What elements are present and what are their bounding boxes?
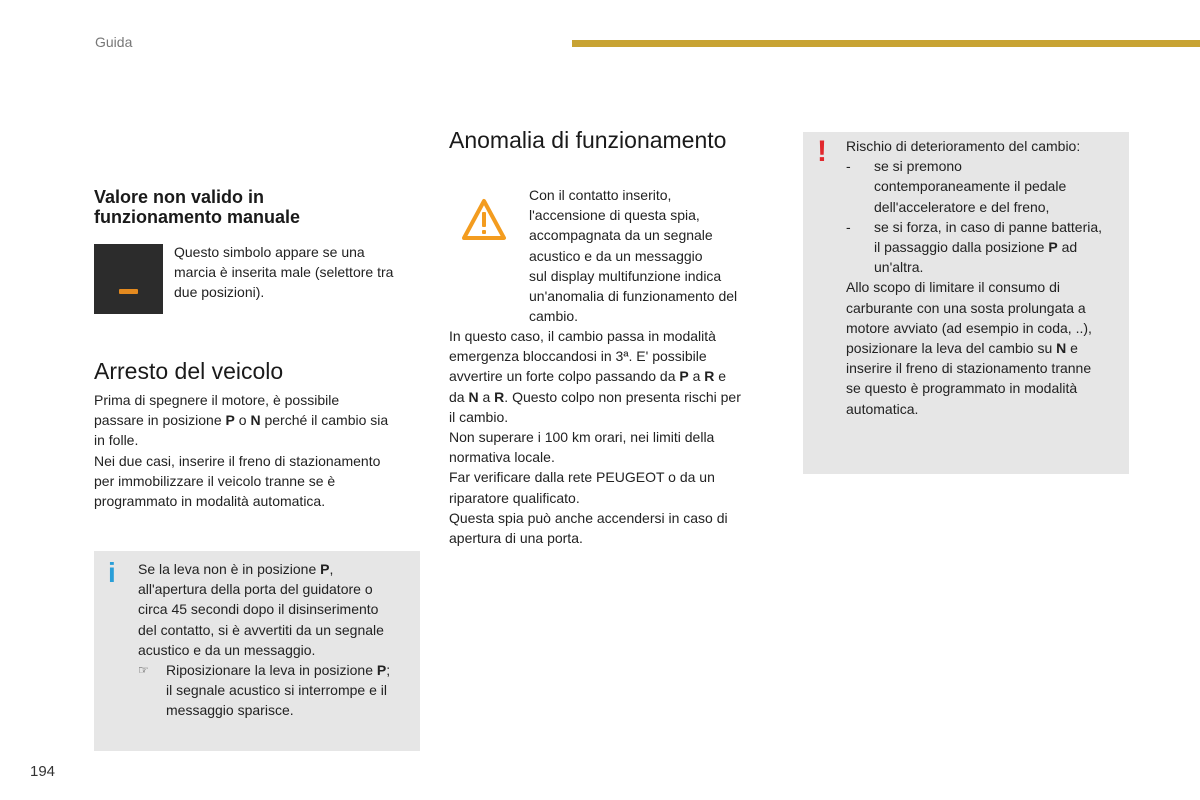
section-title-vehicle-stop: Arresto del veicolo bbox=[94, 358, 284, 384]
line: posizionare la leva del cambio su N e bbox=[846, 340, 1078, 357]
info-bullet: ☞ Riposizionare la leva in posizione P; il segnale acustico si interrompe e il messaggio sparisce. bbox=[138, 660, 413, 721]
gear-indicator-dash-icon bbox=[94, 244, 163, 314]
warning-box-text: Rischio di deterioramento del cambio: - se si premono contemporaneamente il pedale dell'acceleratore e del freno, - se si forza, in caso di panne batteria, il passaggio dalla posizione P ad un'altra. Allo scopo di limitare il consumo di carburante con una sosta prolungata a motore avviato (ad esempio in coda, ..), posizionare la leva del cambio su N e inserire il freno di stazionamento tranne se questo è programmato in modalità automatica. bbox=[846, 136, 1126, 419]
info-icon: i bbox=[108, 557, 116, 588]
page-number: 194 bbox=[30, 763, 56, 780]
info-box-text: Se la leva non è in posizione P, all'apertura della porta del guidatore o circa 45 secondi dopo il disinserimento del contatto, si è avvertiti da un segnale acustico e da un messaggio. ☞ Riposizionare la leva in posizione P; il segnale acustico si interrompe e il messaggio sparisce. bbox=[138, 559, 413, 721]
running-header: Guida bbox=[95, 34, 133, 50]
line: passare in posizione P o N perché il cambio sia bbox=[94, 412, 389, 429]
section-title-invalid-value: Valore non valido in funzionamento manuale bbox=[94, 187, 301, 227]
line: da N a R. Questo colpo non presenta rischi per bbox=[449, 388, 741, 405]
indicator-dash bbox=[119, 289, 138, 294]
line: Se la leva non è in posizione P, bbox=[138, 561, 334, 577]
warning-triangle-icon bbox=[460, 197, 508, 243]
vehicle-stop-text: Prima di spegnere il motore, è possibile passare in posizione P o N perché il cambio sia in folle. Nei due casi, inserire il freno di stazionamento per immobilizzare il veicolo tranne se è programmato in modalità automatica. bbox=[94, 390, 429, 511]
warning-box bbox=[803, 132, 1129, 474]
info-box bbox=[94, 551, 420, 751]
warning-list-item: - se si forza, in caso di panne batteria, il passaggio dalla posizione P ad un'altra. bbox=[846, 217, 1126, 278]
header-accent-bar bbox=[572, 40, 1200, 47]
line: il passaggio dalla posizione P ad bbox=[874, 239, 1078, 256]
alert-exclamation-icon: ! bbox=[817, 135, 827, 168]
invalid-value-text: Questo simbolo appare se una marcia è inserita male (selettore tra due posizioni). bbox=[174, 244, 394, 301]
malfunction-text: In questo caso, il cambio passa in modalità emergenza bloccandosi in 3ª. E' possibile avvertire un forte colpo passando da P a R e da N a R. Questo colpo non presenta rischi per il cambio. Non superare i 100 km orari, nei limiti della normativa locale. Far verificare dalla rete PEUGEOT o da un riparatore qualificato. Questa spia può anche accendersi in caso di apertura di una porta. bbox=[449, 326, 784, 548]
pointing-hand-icon: ☞ bbox=[138, 663, 149, 678]
warning-list-item: - se si premono contemporaneamente il pedale dell'acceleratore e del freno, bbox=[846, 158, 1067, 215]
malfunction-indicator-text: Con il contatto inserito, l'accensione di questa spia, accompagnata da un segnale acustico e da un messaggio sul display multifunzione indica un'anomalia di funzionamento del cambio. bbox=[529, 187, 738, 325]
line: avvertire un forte colpo passando da P a R e bbox=[449, 368, 727, 385]
section-title-malfunction: Anomalia di funzionamento bbox=[449, 127, 727, 153]
line: Riposizionare la leva in posizione P; bbox=[166, 662, 391, 679]
